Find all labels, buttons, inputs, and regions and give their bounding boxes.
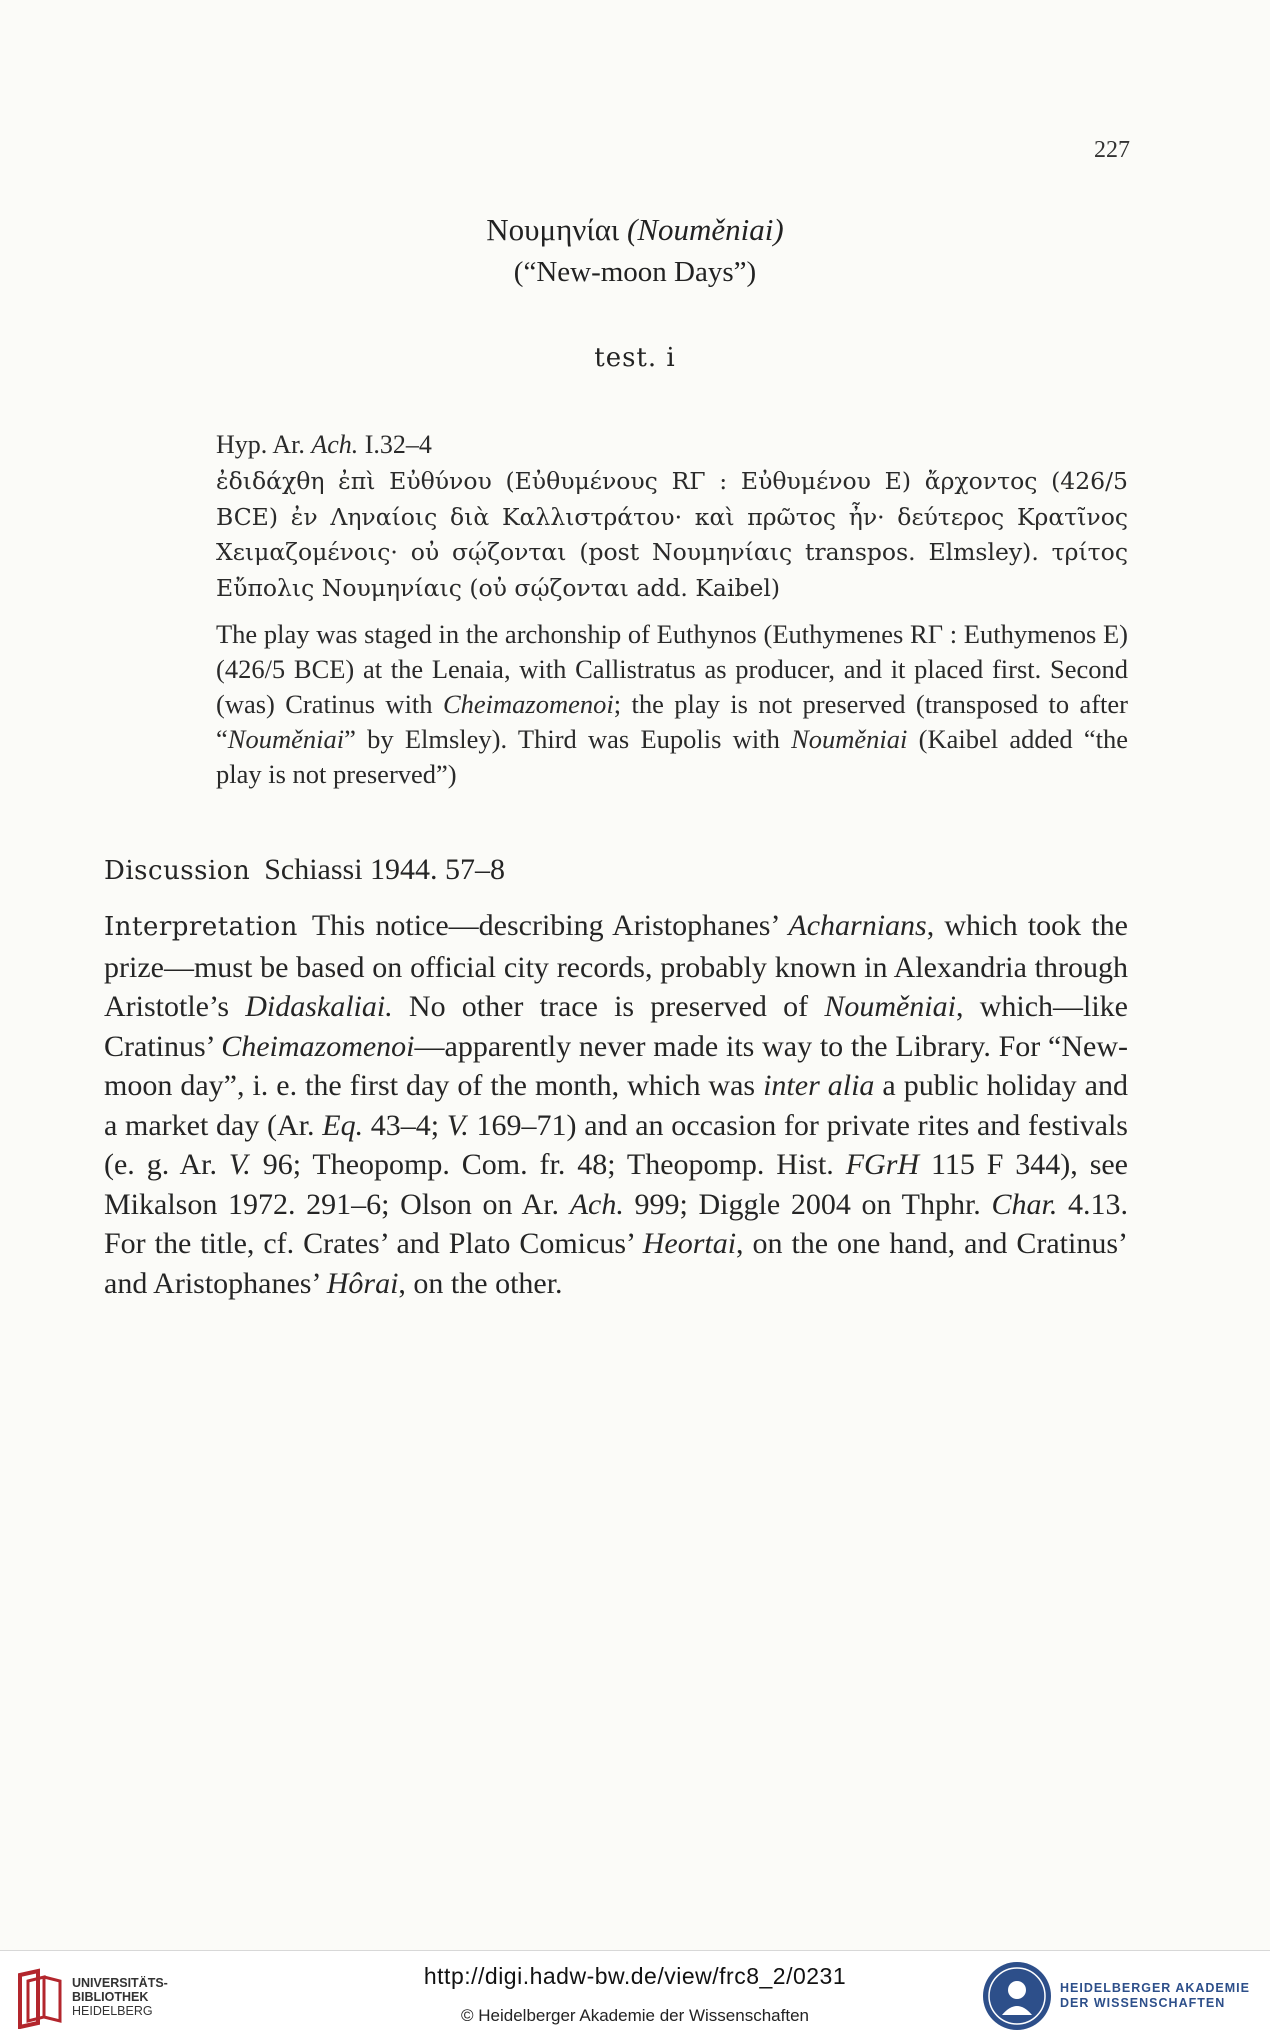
ub-line: HEIDELBERG bbox=[72, 2004, 153, 2018]
source-work: Ach. bbox=[311, 430, 359, 459]
interpretation-text: 43–4; bbox=[363, 1108, 447, 1142]
discussion-text: Schiassi 1944. 57–8 bbox=[264, 853, 506, 886]
interpretation-italic: Nouměniai bbox=[824, 990, 956, 1023]
interpretation-text: , on the other. bbox=[398, 1266, 563, 1300]
interpretation-italic: FGrH bbox=[845, 1148, 920, 1181]
interpretation-italic: Didaskaliai. bbox=[245, 990, 393, 1023]
play-title bbox=[0, 212, 1270, 248]
play-subtitle: (“New-moon Days”) bbox=[513, 256, 757, 288]
footer-bar bbox=[0, 1950, 1270, 2043]
interpretation-text: 169–71) and an occasion for private rites and festivals (e. g. Ar. bbox=[104, 1108, 1128, 1181]
interpretation-italic: Eq. bbox=[322, 1108, 364, 1142]
translation-part: ” by Elmsley). Third was Eupolis with bbox=[344, 724, 792, 754]
interpretation-italic: inter alia bbox=[763, 1069, 875, 1102]
interpretation-text: This notice—describing Aristophanes’ bbox=[311, 909, 789, 942]
translation-italic: Cheimazomenoi bbox=[442, 689, 614, 719]
discussion-section bbox=[104, 850, 1128, 892]
interpretation-italic: Heortai bbox=[642, 1227, 737, 1260]
source-prefix: Hyp. Ar. bbox=[216, 430, 312, 459]
translation-part: ; the play is not preserved (transposed to after “ bbox=[216, 689, 1128, 754]
translation-part: The play was staged in the archonship of Euthynos (Euthymenes RΓ : Euthymenos E) (426/5 BCE) at the Lenaia, with Callistratus as producer, and it placed first. Second (was) Cratinus with bbox=[216, 619, 1128, 719]
title-greek: Νουμηνίαι bbox=[486, 212, 620, 247]
interpretation-italic: Ach. bbox=[569, 1187, 624, 1221]
interpretation-italic: V. bbox=[228, 1148, 251, 1181]
ub-line: BIBLIOTHEK bbox=[72, 1990, 149, 2004]
interpretation-label: Interpretation bbox=[104, 912, 298, 942]
permalink-url[interactable]: http://digi.hadw-bw.de/view/frc8_2/0231 bbox=[423, 1963, 847, 1989]
translation-italic: Nouměniai bbox=[791, 724, 908, 754]
academy-line: DER WISSENSCHAFTEN bbox=[1060, 1996, 1226, 2010]
interpretation-text: 999; Diggle 2004 on Thphr. bbox=[623, 1187, 992, 1221]
interpretation-italic: Hôrai bbox=[326, 1266, 399, 1300]
interpretation-text: 96; Theopomp. Com. fr. 48; Theopomp. Hist. bbox=[250, 1148, 846, 1181]
academy-seal-icon[interactable] bbox=[980, 1959, 1054, 2033]
discussion-label: Discussion bbox=[104, 856, 251, 886]
academy-name bbox=[1060, 1981, 1250, 2011]
copyright-notice: © Heidelberger Akademie der Wissenschaften bbox=[461, 2006, 809, 2025]
ub-line: UNIVERSITÄTS- bbox=[72, 1976, 168, 1990]
interpretation-italic: V. bbox=[446, 1108, 469, 1142]
testimonium-heading: test. i bbox=[594, 343, 676, 373]
interpretation-text: a public holiday and a market day (Ar. bbox=[104, 1069, 1128, 1142]
interpretation-text: No other trace is preserved of bbox=[392, 990, 825, 1023]
interpretation-text: , which—like Cratinus’ bbox=[104, 990, 1128, 1063]
translation-italic: Nouměniai bbox=[227, 724, 345, 754]
greek-text: ἐδιδάχθη ἐπὶ Εὐθύνου (Εὐθυμένους RΓ : Εὐθυμένου E) ἄρχοντος (426/5 BCE) ἐν Ληναίοις διὰ Καλλιστράτου· καὶ πρῶτος ἦν· δεύτερος Κρατῖνος Χειμαζομένοις· οὐ σῴζονται (post Νουμηνίαις transpos. Elmsley). τρίτος Εὔπολις Νουμηνίαις (οὐ σῴζονται add. Kaibel) bbox=[216, 467, 1128, 602]
interpretation-text: , which took the prize—must be based on official city records, probably known in Alexandria through Aristotle’s bbox=[104, 909, 1128, 1023]
testimonium-source bbox=[216, 427, 1128, 463]
interpretation-text: 115 F 344), see Mikalson 1972. 291–6; Olson on Ar. bbox=[104, 1148, 1128, 1221]
bleed-through-text bbox=[100, 148, 1130, 188]
interpretation-italic: Cheimazomenoi bbox=[221, 1029, 415, 1063]
translation-part: (Kaibel added “the play is not preserved”) bbox=[216, 724, 1129, 789]
page-number: 227 bbox=[1094, 137, 1130, 163]
interpretation-section bbox=[104, 906, 1128, 1303]
interpretation-text: —apparently never made its way to the Library. For “New-moon day”, i. e. the first day of the month, which was bbox=[104, 1029, 1128, 1102]
translation bbox=[216, 617, 1128, 792]
academy-line: HEIDELBERGER AKADEMIE bbox=[1060, 1981, 1250, 1995]
interpretation-italic: Acharnians bbox=[788, 909, 927, 942]
title-transliteration: (Nouměniai) bbox=[627, 212, 784, 247]
interpretation-text: , on the one hand, and Cratinus’ and Aristophanes’ bbox=[104, 1227, 1128, 1300]
interpretation-text: 4.13. For the title, cf. Crates’ and Plato Comicus’ bbox=[104, 1187, 1128, 1260]
interpretation-italic: Char. bbox=[991, 1187, 1058, 1221]
source-ref: I.32–4 bbox=[358, 430, 432, 459]
